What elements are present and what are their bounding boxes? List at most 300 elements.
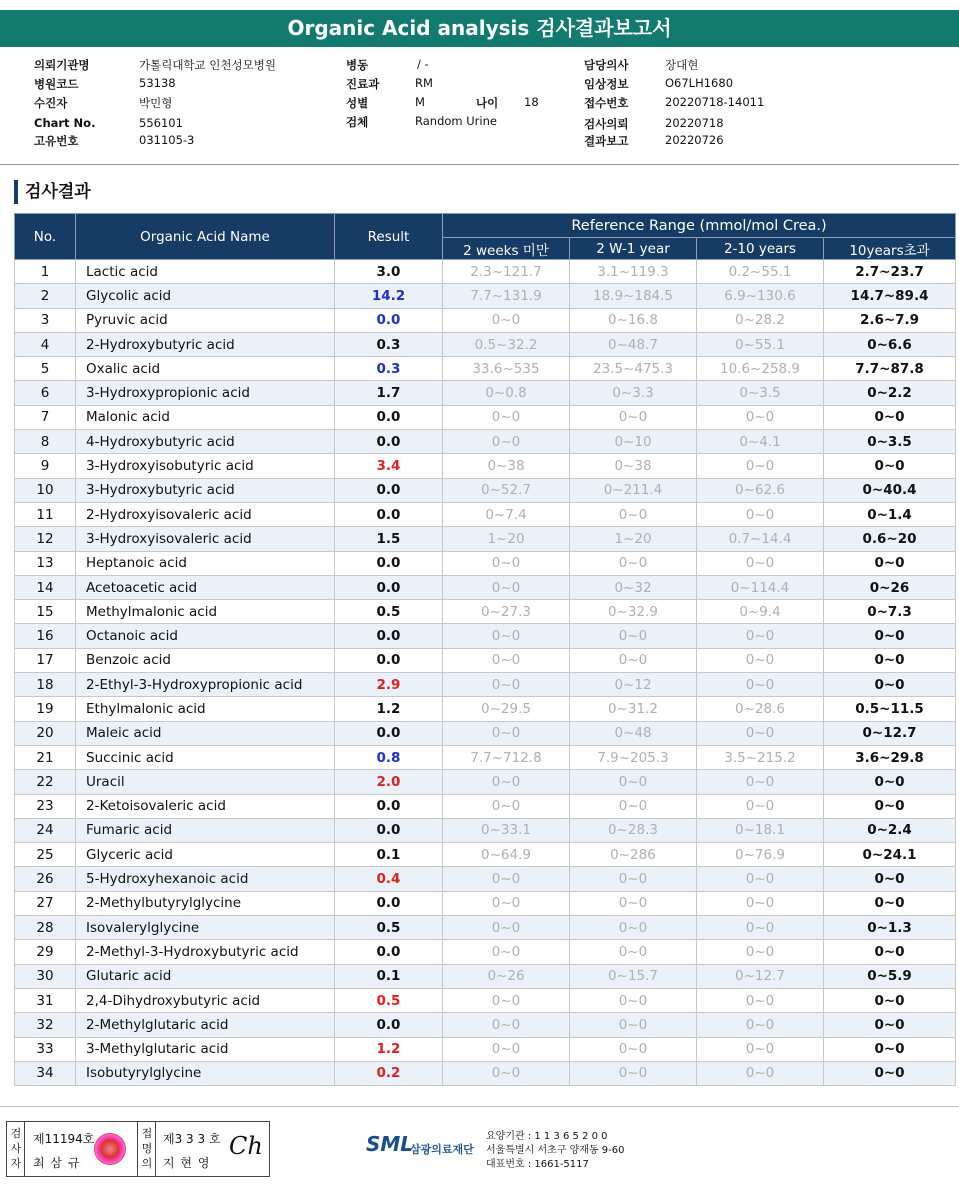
row-result: 3.0 xyxy=(335,260,443,284)
row-ref-10y-plus: 7.7~87.8 xyxy=(824,357,956,381)
row-ref-2w: 0~29.5 xyxy=(443,697,570,721)
row-ref-10y: 0~0 xyxy=(697,624,824,648)
row-name: 2-Hydroxyisovaleric acid xyxy=(76,502,335,526)
row-ref-10y-plus: 0~24.1 xyxy=(824,843,956,867)
row-name: Methylmalonic acid xyxy=(76,600,335,624)
row-result: 0.0 xyxy=(335,624,443,648)
row-result: 0.2 xyxy=(335,1061,443,1085)
table-row xyxy=(15,964,956,988)
row-no: 26 xyxy=(15,867,76,891)
table-row xyxy=(15,648,956,672)
info-label: 담당의사 xyxy=(584,58,629,72)
row-name: Lactic acid xyxy=(76,260,335,284)
row-ref-10y-plus: 0~12.7 xyxy=(824,721,956,745)
row-ref-10y: 0~76.9 xyxy=(697,843,824,867)
row-ref-1y: 0~0 xyxy=(570,916,697,940)
row-ref-10y: 0~0 xyxy=(697,648,824,672)
info-value: 20220726 xyxy=(665,133,724,147)
row-ref-2w: 0~52.7 xyxy=(443,478,570,502)
row-no: 29 xyxy=(15,940,76,964)
row-no: 23 xyxy=(15,794,76,818)
row-ref-10y-plus: 0~7.3 xyxy=(824,600,956,624)
row-ref-10y: 0~18.1 xyxy=(697,818,824,842)
row-name: Octanoic acid xyxy=(76,624,335,648)
row-ref-1y: 0~31.2 xyxy=(570,697,697,721)
row-ref-2w: 0~0 xyxy=(443,648,570,672)
row-ref-1y: 0~0 xyxy=(570,1013,697,1037)
row-result: 0.0 xyxy=(335,502,443,526)
row-ref-10y: 0~0 xyxy=(697,770,824,794)
table-row xyxy=(15,867,956,891)
section-title: 검사결과 xyxy=(14,180,91,204)
row-name: Succinic acid xyxy=(76,745,335,769)
row-ref-1y: 7.9~205.3 xyxy=(570,745,697,769)
table-row xyxy=(15,575,956,599)
row-ref-10y: 0~0 xyxy=(697,1013,824,1037)
row-no: 2 xyxy=(15,284,76,308)
row-ref-10y: 0~0 xyxy=(697,721,824,745)
row-result: 0.0 xyxy=(335,721,443,745)
row-name: Maleic acid xyxy=(76,721,335,745)
table-row xyxy=(15,357,956,381)
row-no: 28 xyxy=(15,916,76,940)
row-result: 0.0 xyxy=(335,940,443,964)
row-result: 0.0 xyxy=(335,648,443,672)
row-no: 17 xyxy=(15,648,76,672)
info-label: 임상정보 xyxy=(584,77,629,91)
row-no: 13 xyxy=(15,551,76,575)
row-ref-2w: 0~64.9 xyxy=(443,843,570,867)
row-ref-10y: 0~0 xyxy=(697,551,824,575)
row-ref-2w: 0~7.4 xyxy=(443,502,570,526)
row-no: 21 xyxy=(15,745,76,769)
row-ref-10y-plus: 0~0 xyxy=(824,794,956,818)
row-ref-1y: 0~0 xyxy=(570,405,697,429)
row-ref-1y: 23.5~475.3 xyxy=(570,357,697,381)
row-name: 2-Methylglutaric acid xyxy=(76,1013,335,1037)
row-ref-2w: 0~0 xyxy=(443,624,570,648)
table-row xyxy=(15,332,956,356)
phone: 대표번호 : 1661-5117 xyxy=(486,1159,589,1170)
row-ref-10y-plus: 0~0 xyxy=(824,1013,956,1037)
row-ref-2w: 0~0.8 xyxy=(443,381,570,405)
row-ref-2w: 0~0 xyxy=(443,721,570,745)
row-no: 22 xyxy=(15,770,76,794)
row-ref-10y-plus: 0~0 xyxy=(824,1061,956,1085)
info-label: 검체 xyxy=(346,115,369,129)
row-ref-10y: 0~114.4 xyxy=(697,575,824,599)
row-ref-1y: 0~286 xyxy=(570,843,697,867)
row-ref-10y: 0~4.1 xyxy=(697,430,824,454)
row-ref-10y-plus: 0~0 xyxy=(824,1037,956,1061)
row-no: 32 xyxy=(15,1013,76,1037)
row-ref-1y: 0~28.3 xyxy=(570,818,697,842)
table-row xyxy=(15,284,956,308)
report-title: Organic Acid analysis 검사결과보고서 xyxy=(0,10,959,47)
row-ref-2w: 0~27.3 xyxy=(443,600,570,624)
row-name: Malonic acid xyxy=(76,405,335,429)
info-value: 20220718-14011 xyxy=(665,95,765,109)
info-value: O67LH1680 xyxy=(665,76,734,90)
row-ref-2w: 0~0 xyxy=(443,940,570,964)
row-ref-10y: 0~0 xyxy=(697,673,824,697)
address-block xyxy=(486,1130,625,1172)
row-name: Pyruvic acid xyxy=(76,308,335,332)
row-result: 0.0 xyxy=(335,405,443,429)
row-ref-1y: 0~0 xyxy=(570,940,697,964)
row-no: 27 xyxy=(15,891,76,915)
row-result: 0.0 xyxy=(335,308,443,332)
row-ref-1y: 0~0 xyxy=(570,794,697,818)
info-value: 가톨릭대학교 인천성모병원 xyxy=(139,58,276,72)
info-label: 병동 xyxy=(346,58,369,72)
table-row xyxy=(15,502,956,526)
row-ref-2w: 0~0 xyxy=(443,405,570,429)
row-result: 1.2 xyxy=(335,1037,443,1061)
row-ref-1y: 0~32 xyxy=(570,575,697,599)
info-value: 20220718 xyxy=(665,116,724,130)
row-ref-10y: 0~62.6 xyxy=(697,478,824,502)
info-value: / - xyxy=(417,57,429,71)
address: 서울특별시 서초구 양재동 9-60 xyxy=(486,1145,625,1156)
row-name: Benzoic acid xyxy=(76,648,335,672)
row-name: Heptanoic acid xyxy=(76,551,335,575)
row-ref-10y-plus: 0~1.3 xyxy=(824,916,956,940)
row-ref-1y: 0~0 xyxy=(570,770,697,794)
row-no: 34 xyxy=(15,1061,76,1085)
row-ref-10y-plus: 0.5~11.5 xyxy=(824,697,956,721)
row-ref-1y: 0~10 xyxy=(570,430,697,454)
info-label: 검사의뢰 xyxy=(584,117,629,131)
row-ref-10y-plus: 0~0 xyxy=(824,673,956,697)
row-name: 2-Methyl-3-Hydroxybutyric acid xyxy=(76,940,335,964)
table-row xyxy=(15,454,956,478)
row-ref-1y: 0~0 xyxy=(570,502,697,526)
divider xyxy=(0,1106,959,1107)
row-name: 2,4-Dihydroxybutyric acid xyxy=(76,988,335,1012)
row-ref-2w: 0~0 xyxy=(443,770,570,794)
info-value: 장대현 xyxy=(665,58,699,72)
info-label: Chart No. xyxy=(34,116,96,130)
row-name: Isovalerylglycine xyxy=(76,916,335,940)
row-ref-2w: 0~0 xyxy=(443,308,570,332)
table-row xyxy=(15,308,956,332)
divider xyxy=(0,164,959,165)
row-ref-10y: 0~0 xyxy=(697,502,824,526)
row-result: 0.8 xyxy=(335,745,443,769)
row-ref-10y-plus: 0~0 xyxy=(824,454,956,478)
sml-logo: SML xyxy=(366,1132,414,1156)
row-ref-2w: 0~0 xyxy=(443,916,570,940)
row-no: 1 xyxy=(15,260,76,284)
table-row xyxy=(15,697,956,721)
row-no: 16 xyxy=(15,624,76,648)
row-ref-2w: 0~38 xyxy=(443,454,570,478)
row-result: 0.0 xyxy=(335,818,443,842)
row-result: 0.5 xyxy=(335,988,443,1012)
row-result: 0.3 xyxy=(335,357,443,381)
row-result: 0.0 xyxy=(335,430,443,454)
tester-no: 제11194호 xyxy=(33,1132,95,1146)
tester-name: 최 삼 규 xyxy=(33,1156,81,1170)
row-ref-10y: 6.9~130.6 xyxy=(697,284,824,308)
signature-box xyxy=(6,1121,270,1177)
row-name: 3-Methylglutaric acid xyxy=(76,1037,335,1061)
table-row xyxy=(15,624,956,648)
row-ref-1y: 0~0 xyxy=(570,988,697,1012)
row-no: 11 xyxy=(15,502,76,526)
row-result: 1.2 xyxy=(335,697,443,721)
table-row xyxy=(15,551,956,575)
row-name: Uracil xyxy=(76,770,335,794)
row-name: 5-Hydroxyhexanoic acid xyxy=(76,867,335,891)
row-ref-2w: 0~0 xyxy=(443,1061,570,1085)
row-name: Isobutyrylglycine xyxy=(76,1061,335,1085)
row-ref-1y: 0~0 xyxy=(570,624,697,648)
results-table xyxy=(14,213,956,1086)
row-result: 0.5 xyxy=(335,916,443,940)
header-name: Organic Acid Name xyxy=(76,214,335,260)
row-result: 0.0 xyxy=(335,575,443,599)
row-ref-2w: 0.5~32.2 xyxy=(443,332,570,356)
info-value: 556101 xyxy=(139,116,183,130)
row-name: Ethylmalonic acid xyxy=(76,697,335,721)
table-row xyxy=(15,600,956,624)
patient-info xyxy=(0,55,959,165)
info-label: 의뢰기관명 xyxy=(34,58,90,72)
row-ref-1y: 0~0 xyxy=(570,1037,697,1061)
row-ref-10y-plus: 0~40.4 xyxy=(824,478,956,502)
row-ref-10y: 0~3.5 xyxy=(697,381,824,405)
row-result: 2.0 xyxy=(335,770,443,794)
info-label: 고유번호 xyxy=(34,134,79,148)
row-name: Oxalic acid xyxy=(76,357,335,381)
table-row xyxy=(15,673,956,697)
row-ref-2w: 0~26 xyxy=(443,964,570,988)
row-result: 0.1 xyxy=(335,843,443,867)
info-label: 병원코드 xyxy=(34,77,79,91)
row-no: 12 xyxy=(15,527,76,551)
row-ref-1y: 0~0 xyxy=(570,1061,697,1085)
table-row xyxy=(15,988,956,1012)
row-no: 4 xyxy=(15,332,76,356)
row-ref-10y-plus: 0.6~20 xyxy=(824,527,956,551)
row-ref-1y: 0~211.4 xyxy=(570,478,697,502)
info-label: 접수번호 xyxy=(584,96,629,110)
info-value: 53138 xyxy=(139,76,176,90)
row-ref-10y: 0~0 xyxy=(697,891,824,915)
row-name: 3-Hydroxyisovaleric acid xyxy=(76,527,335,551)
row-name: Acetoacetic acid xyxy=(76,575,335,599)
row-ref-10y-plus: 0~0 xyxy=(824,648,956,672)
row-result: 0.5 xyxy=(335,600,443,624)
results-body xyxy=(15,260,956,1086)
row-ref-10y-plus: 0~3.5 xyxy=(824,430,956,454)
row-result: 0.0 xyxy=(335,551,443,575)
row-result: 0.1 xyxy=(335,964,443,988)
row-name: 3-Hydroxyisobutyric acid xyxy=(76,454,335,478)
tester-label: 검사자 xyxy=(10,1127,22,1170)
row-name: 3-Hydroxypropionic acid xyxy=(76,381,335,405)
row-no: 14 xyxy=(15,575,76,599)
info-value: RM xyxy=(415,76,433,90)
row-no: 30 xyxy=(15,964,76,988)
row-ref-10y-plus: 0~0 xyxy=(824,867,956,891)
row-ref-1y: 0~16.8 xyxy=(570,308,697,332)
table-row xyxy=(15,745,956,769)
table-row xyxy=(15,1013,956,1037)
table-row xyxy=(15,1061,956,1085)
row-result: 1.7 xyxy=(335,381,443,405)
row-ref-10y: 0~28.2 xyxy=(697,308,824,332)
row-name: Glycolic acid xyxy=(76,284,335,308)
row-ref-10y-plus: 0~0 xyxy=(824,891,956,915)
row-result: 3.4 xyxy=(335,454,443,478)
info-label: 결과보고 xyxy=(584,134,629,148)
row-name: 3-Hydroxybutyric acid xyxy=(76,478,335,502)
row-ref-10y: 0~0 xyxy=(697,867,824,891)
row-name: 2-Ethyl-3-Hydroxypropionic acid xyxy=(76,673,335,697)
header-ref-2w: 2 weeks 미만 xyxy=(443,238,570,260)
row-result: 1.5 xyxy=(335,527,443,551)
row-ref-10y: 0.7~14.4 xyxy=(697,527,824,551)
row-ref-1y: 0~12 xyxy=(570,673,697,697)
header-ref-10y: 2-10 years xyxy=(697,238,824,260)
row-no: 7 xyxy=(15,405,76,429)
header-result: Result xyxy=(335,214,443,260)
row-ref-2w: 2.3~121.7 xyxy=(443,260,570,284)
table-row xyxy=(15,843,956,867)
table-row xyxy=(15,260,956,284)
row-ref-2w: 0~0 xyxy=(443,551,570,575)
row-name: 2-Hydroxybutyric acid xyxy=(76,332,335,356)
row-ref-2w: 7.7~131.9 xyxy=(443,284,570,308)
row-result: 0.0 xyxy=(335,794,443,818)
row-ref-10y-plus: 0~0 xyxy=(824,940,956,964)
row-ref-1y: 0~3.3 xyxy=(570,381,697,405)
row-ref-2w: 0~0 xyxy=(443,867,570,891)
row-ref-2w: 0~33.1 xyxy=(443,818,570,842)
header-no: No. xyxy=(15,214,76,260)
info-value: Random Urine xyxy=(415,114,497,128)
row-ref-10y-plus: 0~0 xyxy=(824,405,956,429)
info-value: 박민형 xyxy=(139,96,173,110)
row-ref-10y-plus: 0~0 xyxy=(824,988,956,1012)
age-label: 나이 xyxy=(476,96,499,110)
row-ref-10y-plus: 14.7~89.4 xyxy=(824,284,956,308)
row-ref-2w: 0~0 xyxy=(443,1013,570,1037)
table-row xyxy=(15,891,956,915)
row-ref-1y: 3.1~119.3 xyxy=(570,260,697,284)
row-ref-2w: 0~0 xyxy=(443,1037,570,1061)
row-no: 19 xyxy=(15,697,76,721)
row-ref-2w: 1~20 xyxy=(443,527,570,551)
table-row xyxy=(15,478,956,502)
approver-label: 접명의 xyxy=(141,1127,153,1170)
row-ref-2w: 0~0 xyxy=(443,430,570,454)
row-ref-2w: 7.7~712.8 xyxy=(443,745,570,769)
info-value: 031105-3 xyxy=(139,133,195,147)
row-ref-1y: 0~15.7 xyxy=(570,964,697,988)
row-ref-10y: 0~0 xyxy=(697,454,824,478)
table-row xyxy=(15,430,956,454)
row-ref-1y: 0~48 xyxy=(570,721,697,745)
table-row xyxy=(15,381,956,405)
row-no: 24 xyxy=(15,818,76,842)
row-result: 0.0 xyxy=(335,1013,443,1037)
row-ref-10y: 0~0 xyxy=(697,1037,824,1061)
row-ref-1y: 0~0 xyxy=(570,867,697,891)
row-ref-1y: 0~0 xyxy=(570,551,697,575)
row-ref-2w: 0~0 xyxy=(443,988,570,1012)
facility-no: 요양기관 : 1 1 3 6 5 2 0 0 xyxy=(486,1131,608,1142)
row-ref-10y-plus: 0~1.4 xyxy=(824,502,956,526)
table-row xyxy=(15,405,956,429)
age-value: 18 xyxy=(524,95,539,109)
header-ref-10y-plus: 10years초과 xyxy=(824,238,956,260)
table-row xyxy=(15,770,956,794)
row-no: 20 xyxy=(15,721,76,745)
row-ref-10y-plus: 0~6.6 xyxy=(824,332,956,356)
row-name: Glutaric acid xyxy=(76,964,335,988)
row-ref-2w: 0~0 xyxy=(443,575,570,599)
row-no: 6 xyxy=(15,381,76,405)
row-ref-10y-plus: 0~0 xyxy=(824,770,956,794)
row-result: 14.2 xyxy=(335,284,443,308)
row-no: 15 xyxy=(15,600,76,624)
footer xyxy=(0,1118,959,1185)
row-ref-1y: 0~32.9 xyxy=(570,600,697,624)
row-ref-10y-plus: 0~0 xyxy=(824,551,956,575)
row-no: 33 xyxy=(15,1037,76,1061)
info-label: 수진자 xyxy=(34,96,68,110)
table-row xyxy=(15,794,956,818)
row-ref-10y: 0~55.1 xyxy=(697,332,824,356)
row-ref-10y: 0~0 xyxy=(697,988,824,1012)
signature: Ch xyxy=(229,1132,263,1160)
row-ref-10y-plus: 0~2.2 xyxy=(824,381,956,405)
row-result: 0.4 xyxy=(335,867,443,891)
approver-name: 지 현 영 xyxy=(163,1156,211,1170)
row-ref-10y: 10.6~258.9 xyxy=(697,357,824,381)
row-ref-10y-plus: 2.6~7.9 xyxy=(824,308,956,332)
row-ref-1y: 0~38 xyxy=(570,454,697,478)
row-no: 8 xyxy=(15,430,76,454)
row-name: 2-Ketoisovaleric acid xyxy=(76,794,335,818)
row-ref-2w: 0~0 xyxy=(443,891,570,915)
table-row xyxy=(15,1037,956,1061)
row-ref-10y: 0.2~55.1 xyxy=(697,260,824,284)
info-label: 성별 xyxy=(346,96,369,110)
row-ref-2w: 0~0 xyxy=(443,794,570,818)
row-ref-10y-plus: 2.7~23.7 xyxy=(824,260,956,284)
row-result: 0.3 xyxy=(335,332,443,356)
table-row xyxy=(15,721,956,745)
row-result: 0.0 xyxy=(335,478,443,502)
row-ref-10y-plus: 0~26 xyxy=(824,575,956,599)
table-row xyxy=(15,940,956,964)
approver-no: 제3 3 3 호 xyxy=(163,1132,221,1146)
info-value: M xyxy=(415,95,425,109)
row-ref-10y-plus: 0~0 xyxy=(824,624,956,648)
row-ref-10y-plus: 0~5.9 xyxy=(824,964,956,988)
row-no: 31 xyxy=(15,988,76,1012)
row-ref-10y: 0~0 xyxy=(697,1061,824,1085)
row-result: 0.0 xyxy=(335,891,443,915)
row-ref-1y: 0~48.7 xyxy=(570,332,697,356)
row-no: 18 xyxy=(15,673,76,697)
row-ref-10y: 3.5~215.2 xyxy=(697,745,824,769)
